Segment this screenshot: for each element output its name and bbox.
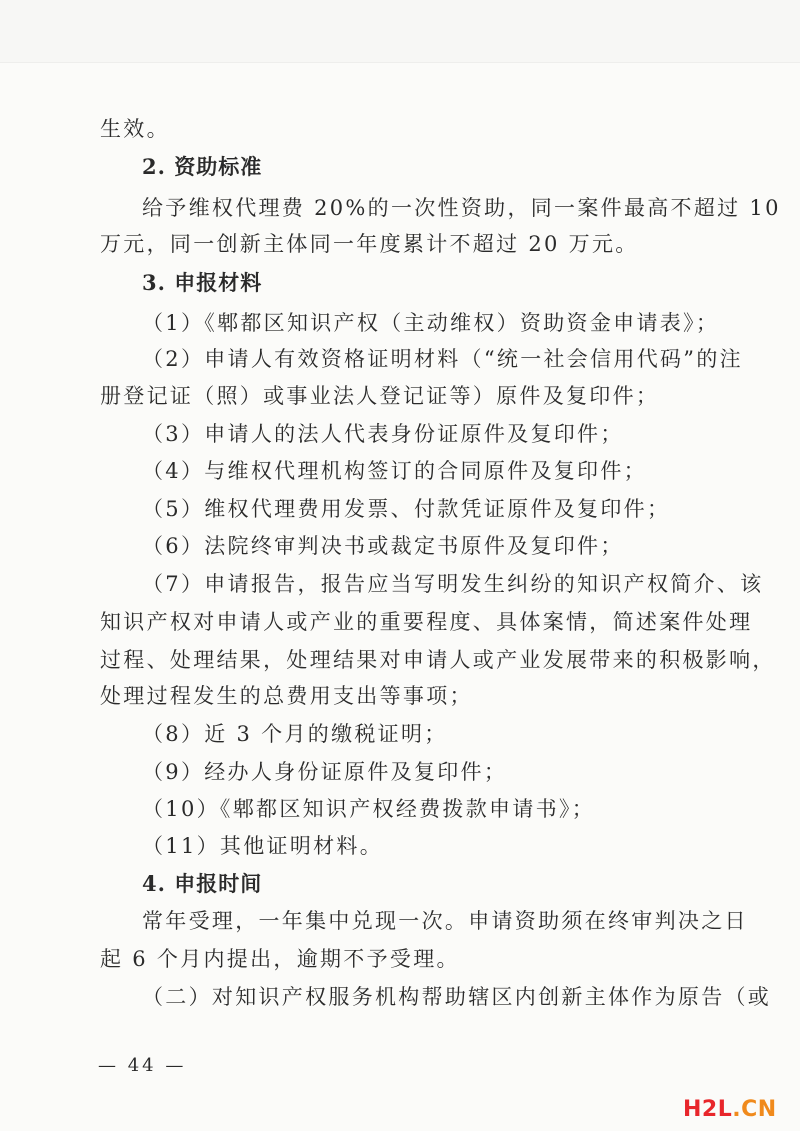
list-item: （6）法院终审判决书或裁定书原件及复印件； [142, 534, 624, 558]
page-top-margin [0, 0, 800, 63]
text-line: 起 6 个月内提出，逾期不予受理。 [100, 947, 460, 971]
list-item: （3）申请人的法人代表身份证原件及复印件； [142, 422, 624, 446]
list-item: （7）申请报告，报告应当写明发生纠纷的知识产权简介、该 [142, 572, 764, 596]
watermark-logo [683, 1097, 777, 1122]
text-line: 过程、处理结果，处理结果对申请人或产业发展带来的积极影响， [100, 648, 776, 672]
section-heading: 4. 申报时间 [142, 871, 263, 896]
list-item: （2）申请人有效资格证明材料（“统一社会信用代码”的注 [142, 347, 743, 371]
watermark-part2: .CN [732, 1097, 777, 1122]
text-line: 万元，同一创新主体同一年度累计不超过 20 万元。 [100, 232, 639, 256]
watermark-part1: H2L [683, 1097, 733, 1122]
page-number: — 44 — [98, 1055, 187, 1076]
text-line: 册登记证（照）或事业法人登记证等）原件及复印件； [100, 384, 660, 408]
list-item: （4）与维权代理机构签订的合同原件及复印件； [142, 459, 647, 483]
text-line: （二）对知识产权服务机构帮助辖区内创新主体作为原告（或 [142, 985, 772, 1009]
list-item: （1）《郫都区知识产权（主动维权）资助资金申请表》； [142, 311, 720, 335]
list-item: （5）维权代理费用发票、付款凭证原件及复印件； [142, 497, 671, 521]
section-heading: 3. 申报材料 [142, 270, 263, 295]
section-heading: 2. 资助标准 [142, 154, 263, 179]
list-item: （11）其他证明材料。 [142, 834, 384, 858]
list-item: （9）经办人身份证原件及复印件； [142, 760, 508, 784]
text-line: 处理过程发生的总费用支出等事项； [100, 684, 473, 708]
list-item: （8）近 3 个月的缴税证明； [142, 722, 448, 746]
text-line: 知识产权对申请人或产业的重要程度、具体案情，简述案件处理 [100, 610, 753, 634]
text-line: 给予维权代理费 20%的一次性资助，同一案件最高不超过 10 [142, 196, 781, 220]
text-line: 常年受理，一年集中兑现一次。申请资助须在终审判决之日 [142, 909, 748, 933]
text-line: 生效。 [100, 117, 170, 141]
list-item: （10）《郫都区知识产权经费拨款申请书》； [142, 797, 596, 821]
